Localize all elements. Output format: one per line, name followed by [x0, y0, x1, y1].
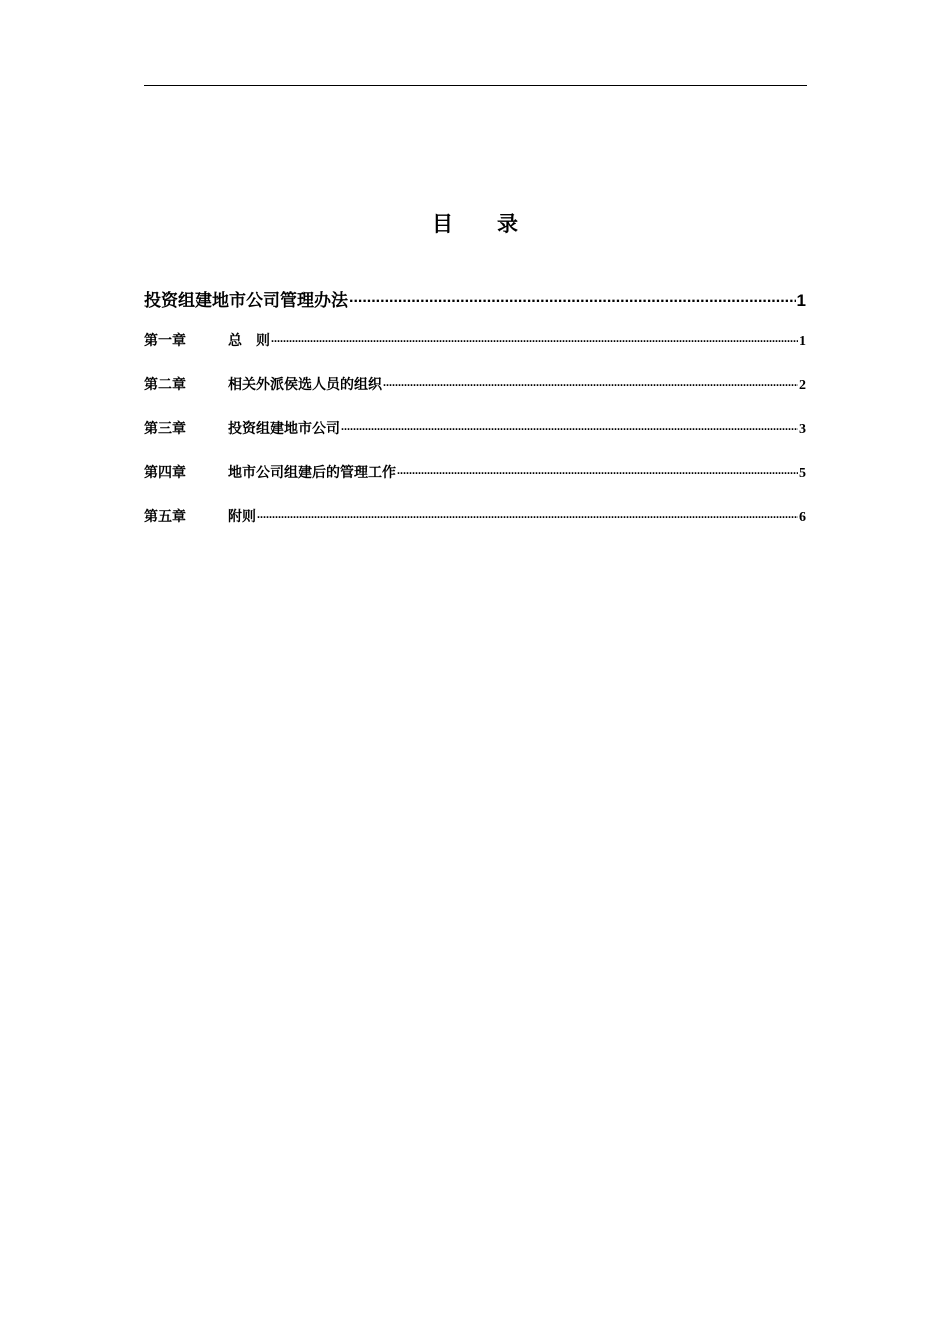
toc-entry-chapter-3[interactable] — [144, 418, 806, 444]
header-rule — [144, 85, 807, 86]
toc-entry-title: 相关外派侯选人员的组织 — [228, 377, 382, 393]
toc-dot-leader — [271, 331, 798, 345]
toc-page-number: 2 — [799, 378, 806, 393]
toc-chapter-number: 第三章 — [144, 421, 186, 437]
toc-dot-leader — [257, 507, 798, 521]
toc-entry-chapter-2[interactable] — [144, 374, 806, 400]
toc-entry-title: 地市公司组建后的管理工作 — [228, 465, 396, 481]
toc-entry-chapter-1[interactable] — [144, 330, 806, 356]
toc-dot-leader — [397, 463, 798, 477]
toc-entry-title: 附则 — [228, 509, 256, 525]
toc-entry-chapter-5[interactable] — [144, 506, 806, 532]
toc-page-number: 5 — [799, 466, 806, 481]
toc-chapter-number: 第四章 — [144, 465, 186, 481]
toc-dot-leader — [383, 375, 798, 389]
toc-chapter-number: 第一章 — [144, 333, 186, 349]
toc-entry-title: 投资组建地市公司 — [228, 421, 340, 437]
toc-dot-leader — [349, 289, 796, 306]
toc-page-number: 6 — [799, 510, 806, 525]
toc-entry-chapter-4[interactable] — [144, 462, 806, 488]
toc-page-number: 1 — [796, 291, 806, 310]
toc-chapter-number: 第二章 — [144, 377, 186, 393]
toc-dot-leader — [341, 419, 798, 433]
toc-entry-main[interactable] — [144, 286, 806, 318]
toc-page-number: 3 — [799, 422, 806, 437]
table-of-contents — [144, 286, 806, 550]
toc-chapter-number: 第五章 — [144, 509, 186, 525]
toc-page-number: 1 — [799, 334, 806, 349]
toc-title — [0, 208, 950, 238]
toc-entry-title: 总 则 — [228, 333, 270, 349]
toc-title-char-2: 录 — [497, 212, 518, 236]
toc-title-char-1: 目 — [432, 212, 453, 236]
toc-entry-title: 投资组建地市公司管理办法 — [144, 291, 348, 311]
